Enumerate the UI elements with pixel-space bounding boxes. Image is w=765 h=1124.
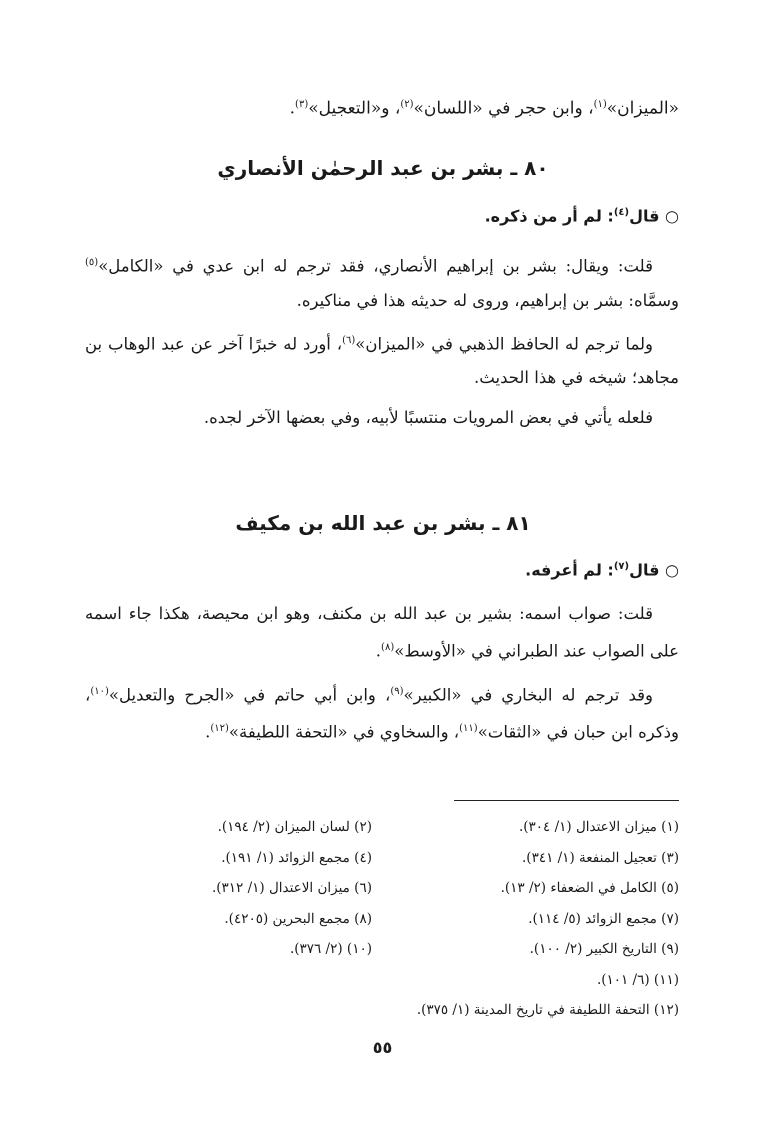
footnote: (٤) مجمع الزوائد (١/ ١٩١). <box>221 849 372 866</box>
paragraph: وقد ترجم له البخاري في «الكبير»$^{(٩)}$، وابن أبي حاتم في «الجرح والتعديل»$^{(١٠)}$، وذكره ابن حبان في «الثقات»$^{(١١)}$، والسخاوي في «التحفة اللطيفة»$^{(١٢)}$. <box>85 685 679 742</box>
paragraph: قلت: ويقال: بشر بن إبراهيم الأنصاري، فقد ترجم له ابن عدي في «الكامل»$^{(٥)}$ وسمَّاه: بشر بن إبراهيم، وروى له حديثه هذا في مناكيره. <box>85 256 679 310</box>
footnote: (١) ميزان الاعتدال (١/ ٣٠٤). <box>518 819 679 835</box>
footnote-ref: (٩) <box>390 685 404 697</box>
footnote: (١١) (٦/ ١٠١). <box>596 972 679 988</box>
paragraph: ولما ترجم له الحافظ الذهبي في «الميزان»$^{(٦)}$، أورد له خبرًا آخر عن عبد الوهاب بن مجاهد؛ شيخه في هذا الحديث. <box>85 334 679 387</box>
intro-text-4: . <box>289 98 296 119</box>
footnote-ref: (٣) <box>295 99 309 110</box>
entry-81-qal: ○ قال$^{(٧)}$: لم أعرفه. <box>525 560 679 580</box>
footnote-ref: (١١) <box>459 723 478 734</box>
footnote: (٦) ميزان الاعتدال (١/ ٣١٢). <box>211 880 372 896</box>
footnote: (١٢) التحفة اللطيفة في تاريخ المدينة (١/ ٣٧٥). <box>416 1002 679 1018</box>
footnote-ref: (١٢) <box>210 723 229 734</box>
footnote-ref: (٨) <box>381 642 395 653</box>
footnote-ref: (٢) <box>400 99 414 110</box>
footnote-ref: (١) <box>593 99 607 110</box>
footnote-ref: (٧) <box>613 561 630 572</box>
entry-80-qal: ○ قال$^{(٤)}$: لم أر من ذكره. <box>484 206 679 226</box>
footnote-ref: (٦) <box>342 334 356 346</box>
paragraph: فلعله يأتي في بعض المرويات منتسبًا لأبيه، وفي بعضها الآخر لجده. <box>203 408 653 427</box>
entry-80-heading: ٨٠ ـ بشر بن عبد الرحمٰن الأنصاري <box>217 156 549 180</box>
footnote: (٧) مجمع الزوائد (٥/ ١١٤). <box>528 910 679 927</box>
footnote-divider <box>454 800 679 801</box>
intro-text-3: ، و«التعجيل» <box>308 98 401 119</box>
intro-line <box>85 88 679 126</box>
page-number: ٥٥ <box>372 1038 393 1057</box>
paragraph: قلت: صواب اسمه: بشير بن عبد الله بن مكنف، وهو ابن محيصة، هكذا جاء اسمه على الصواب عند الطبراني في «الأوسط»$^{(٨)}$. <box>85 604 679 661</box>
entry-81-heading: ٨١ ـ بشر بن عبد الله بن مكيف <box>235 511 531 535</box>
footnote: (١٠) (٢/ ٣٧٦). <box>289 941 372 957</box>
footnotes <box>85 812 679 965</box>
intro-text-2: ، وابن حجر في «اللسان» <box>413 98 594 119</box>
footnote-ref: (٥) <box>85 257 99 268</box>
footnote: (٣) تعجيل المنفعة (١/ ٣٤١). <box>522 849 679 866</box>
footnote: (٥) الكامل في الضعفاء (٢/ ١٣). <box>500 880 679 896</box>
footnote: (٢) لسان الميزان (٢/ ١٩٤). <box>217 819 372 835</box>
entry-80-body <box>85 246 679 441</box>
footnote: (٩) التاريخ الكبير (٢/ ١٠٠). <box>529 941 679 957</box>
intro-text-1: «الميزان» <box>606 98 679 119</box>
entry-81-body <box>85 597 679 756</box>
footnote: (٨) مجمع البحرين (٤٢٠٥). <box>224 910 372 927</box>
footnote-ref: (١٠) <box>90 685 109 697</box>
footnote-ref: (٤) <box>613 207 630 218</box>
